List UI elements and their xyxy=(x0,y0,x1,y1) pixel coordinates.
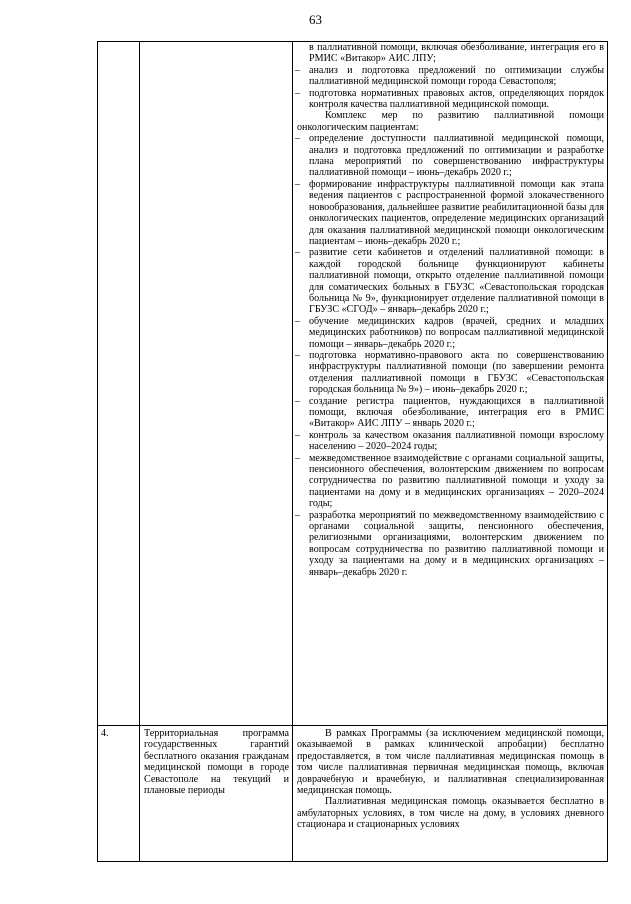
dash-bullet: – xyxy=(295,452,301,464)
measures-intro: Комплекс мер по развитию паллиативной помощи онкологическим пациентам: xyxy=(297,110,604,133)
row-content-cell xyxy=(293,726,608,862)
row-name-cell xyxy=(140,726,293,862)
dash-bullet: – xyxy=(295,87,301,99)
program-paragraph: В рамках Программы (за исключением медицинской помощи, оказываемой в рамках клинической апробации) бесплатно предоставляется, в том числе паллиативная медицинская помощь в том числе паллиативная первичная медицинская помощь, включая доврачебную и врачебную, и паллиативная специализированная медицинская помощь. xyxy=(297,728,604,797)
dash-bullet: – xyxy=(295,133,301,145)
row-number-cell xyxy=(98,726,140,862)
list-item xyxy=(309,42,604,65)
list-item xyxy=(295,452,604,510)
list-item-text: развитие сети кабинетов и отделений паллиативной помощи: в каждой городской больнице функционируют кабинеты паллиативной помощи, открыто отделение паллиативной помощи для соматических больных в ГБУЗС «Севастопольская городская больница № 9», функционирует отделение паллиативной помощи в ГБУЗС «СГОД» – январь–декабрь 2020 г.; xyxy=(309,247,604,316)
dash-bullet: – xyxy=(295,509,301,521)
dash-bullet: – xyxy=(295,315,301,327)
dash-bullet: – xyxy=(295,429,301,441)
list-item xyxy=(295,315,604,350)
list-item xyxy=(295,247,604,316)
dash-bullet: – xyxy=(295,247,301,259)
program-paragraph: Паллиативная медицинская помощь оказывается бесплатно в амбулаторных условиях, в том числе на дому, в условиях дневного стационара и стационарных условиях xyxy=(297,796,604,831)
list-item-text: анализ и подготовка предложений по оптимизации службы паллиативной медицинской помощи города Севастополя; xyxy=(309,64,604,88)
list-item xyxy=(295,395,604,430)
dash-bullet: – xyxy=(295,395,301,407)
list-item xyxy=(295,87,604,111)
list-item xyxy=(295,133,604,179)
list-item-text: в паллиативной помощи, включая обезболивание, интеграция его в РМИС «Витакор» АИС ЛПУ; xyxy=(309,42,604,65)
row-number-cell xyxy=(98,42,140,726)
table-row xyxy=(98,42,608,726)
list-item-text: формирование инфраструктуры паллиативной помощи как этапа ведения пациентов с распространенной формой злокачественного новообразования, дальнейшее развитие реабилитационной базы для онкологических пациентов, определение медицинских организаций для оказания паллиативной медицинской помощи онкологическим пациентам – июнь–декабрь 2020 г.; xyxy=(309,178,604,247)
list-item xyxy=(295,64,604,88)
page-number: 63 xyxy=(309,12,322,27)
list-item xyxy=(295,178,604,247)
row-name: Территориальная программа государственных гарантий бесплатного оказания гражданам медицинской помощи в городе Севастополе на текущий и плановые периоды xyxy=(144,728,289,797)
list-item xyxy=(295,429,604,453)
row-number: 4. xyxy=(101,728,109,739)
list-item-text: разработка мероприятий по межведомственному взаимодействию с органами социальной защиты, пенсионного обеспечения, религиозными организациями, волонтерским движением по вопросам сотрудничества по развитию паллиативной помощи и уходу за пациентами на дому и в медицинских организациях – январь–декабрь 2020 г. xyxy=(309,509,604,578)
dash-bullet: – xyxy=(295,178,301,190)
measures-list xyxy=(293,133,607,578)
list-item-text: подготовка нормативно-правового акта по совершенствованию инфраструктуры паллиативной помощи (по завершении ремонта отделения паллиативной помощи в ГБУЗС «Севастопольская городская больница № 9») – июнь–декабрь 2020 г.; xyxy=(309,349,604,396)
measures-table xyxy=(97,41,608,862)
list-item-text: создание регистра пациентов, нуждающихся в паллиативной помощи, включая обезболивание, интеграция его в РМИС «Витакор» АИС ЛПУ – январь 2020 г.; xyxy=(309,395,604,430)
list-item-text: определение доступности паллиативной медицинской помощи, анализ и подготовка предложений по оптимизации и разработке плана мероприятий по совершенствованию инфраструктуры паллиативной помощи – июнь–декабрь 2020 г.; xyxy=(309,133,604,179)
list-item-text: подготовка нормативных правовых актов, определяющих порядок контроля качества паллиативной медицинской помощи. xyxy=(309,87,604,111)
measures-list-top xyxy=(293,42,607,110)
list-item-text: межведомственное взаимодействие с органами социальной защиты, пенсионного обеспечения, волонтерским движением по вопросам сотрудничества по развитию паллиативной помощи и уходу за пациентами на дому и в медицинских организациях – 2020–2024 годы; xyxy=(309,452,604,510)
list-item-text: контроль за качеством оказания паллиативной помощи взрослому населению – 2020–2024 годы; xyxy=(309,429,604,453)
list-item xyxy=(295,509,604,578)
dash-bullet: – xyxy=(295,64,301,76)
row-name-cell xyxy=(140,42,293,726)
list-item xyxy=(295,349,604,396)
row-content-cell xyxy=(293,42,608,726)
table-row xyxy=(98,726,608,862)
dash-bullet: – xyxy=(295,349,301,361)
list-item-text: обучение медицинских кадров (врачей, средних и младших медицинских работников) по вопросам паллиативной медицинской помощи – январь–декабрь 2020 г.; xyxy=(309,315,604,350)
